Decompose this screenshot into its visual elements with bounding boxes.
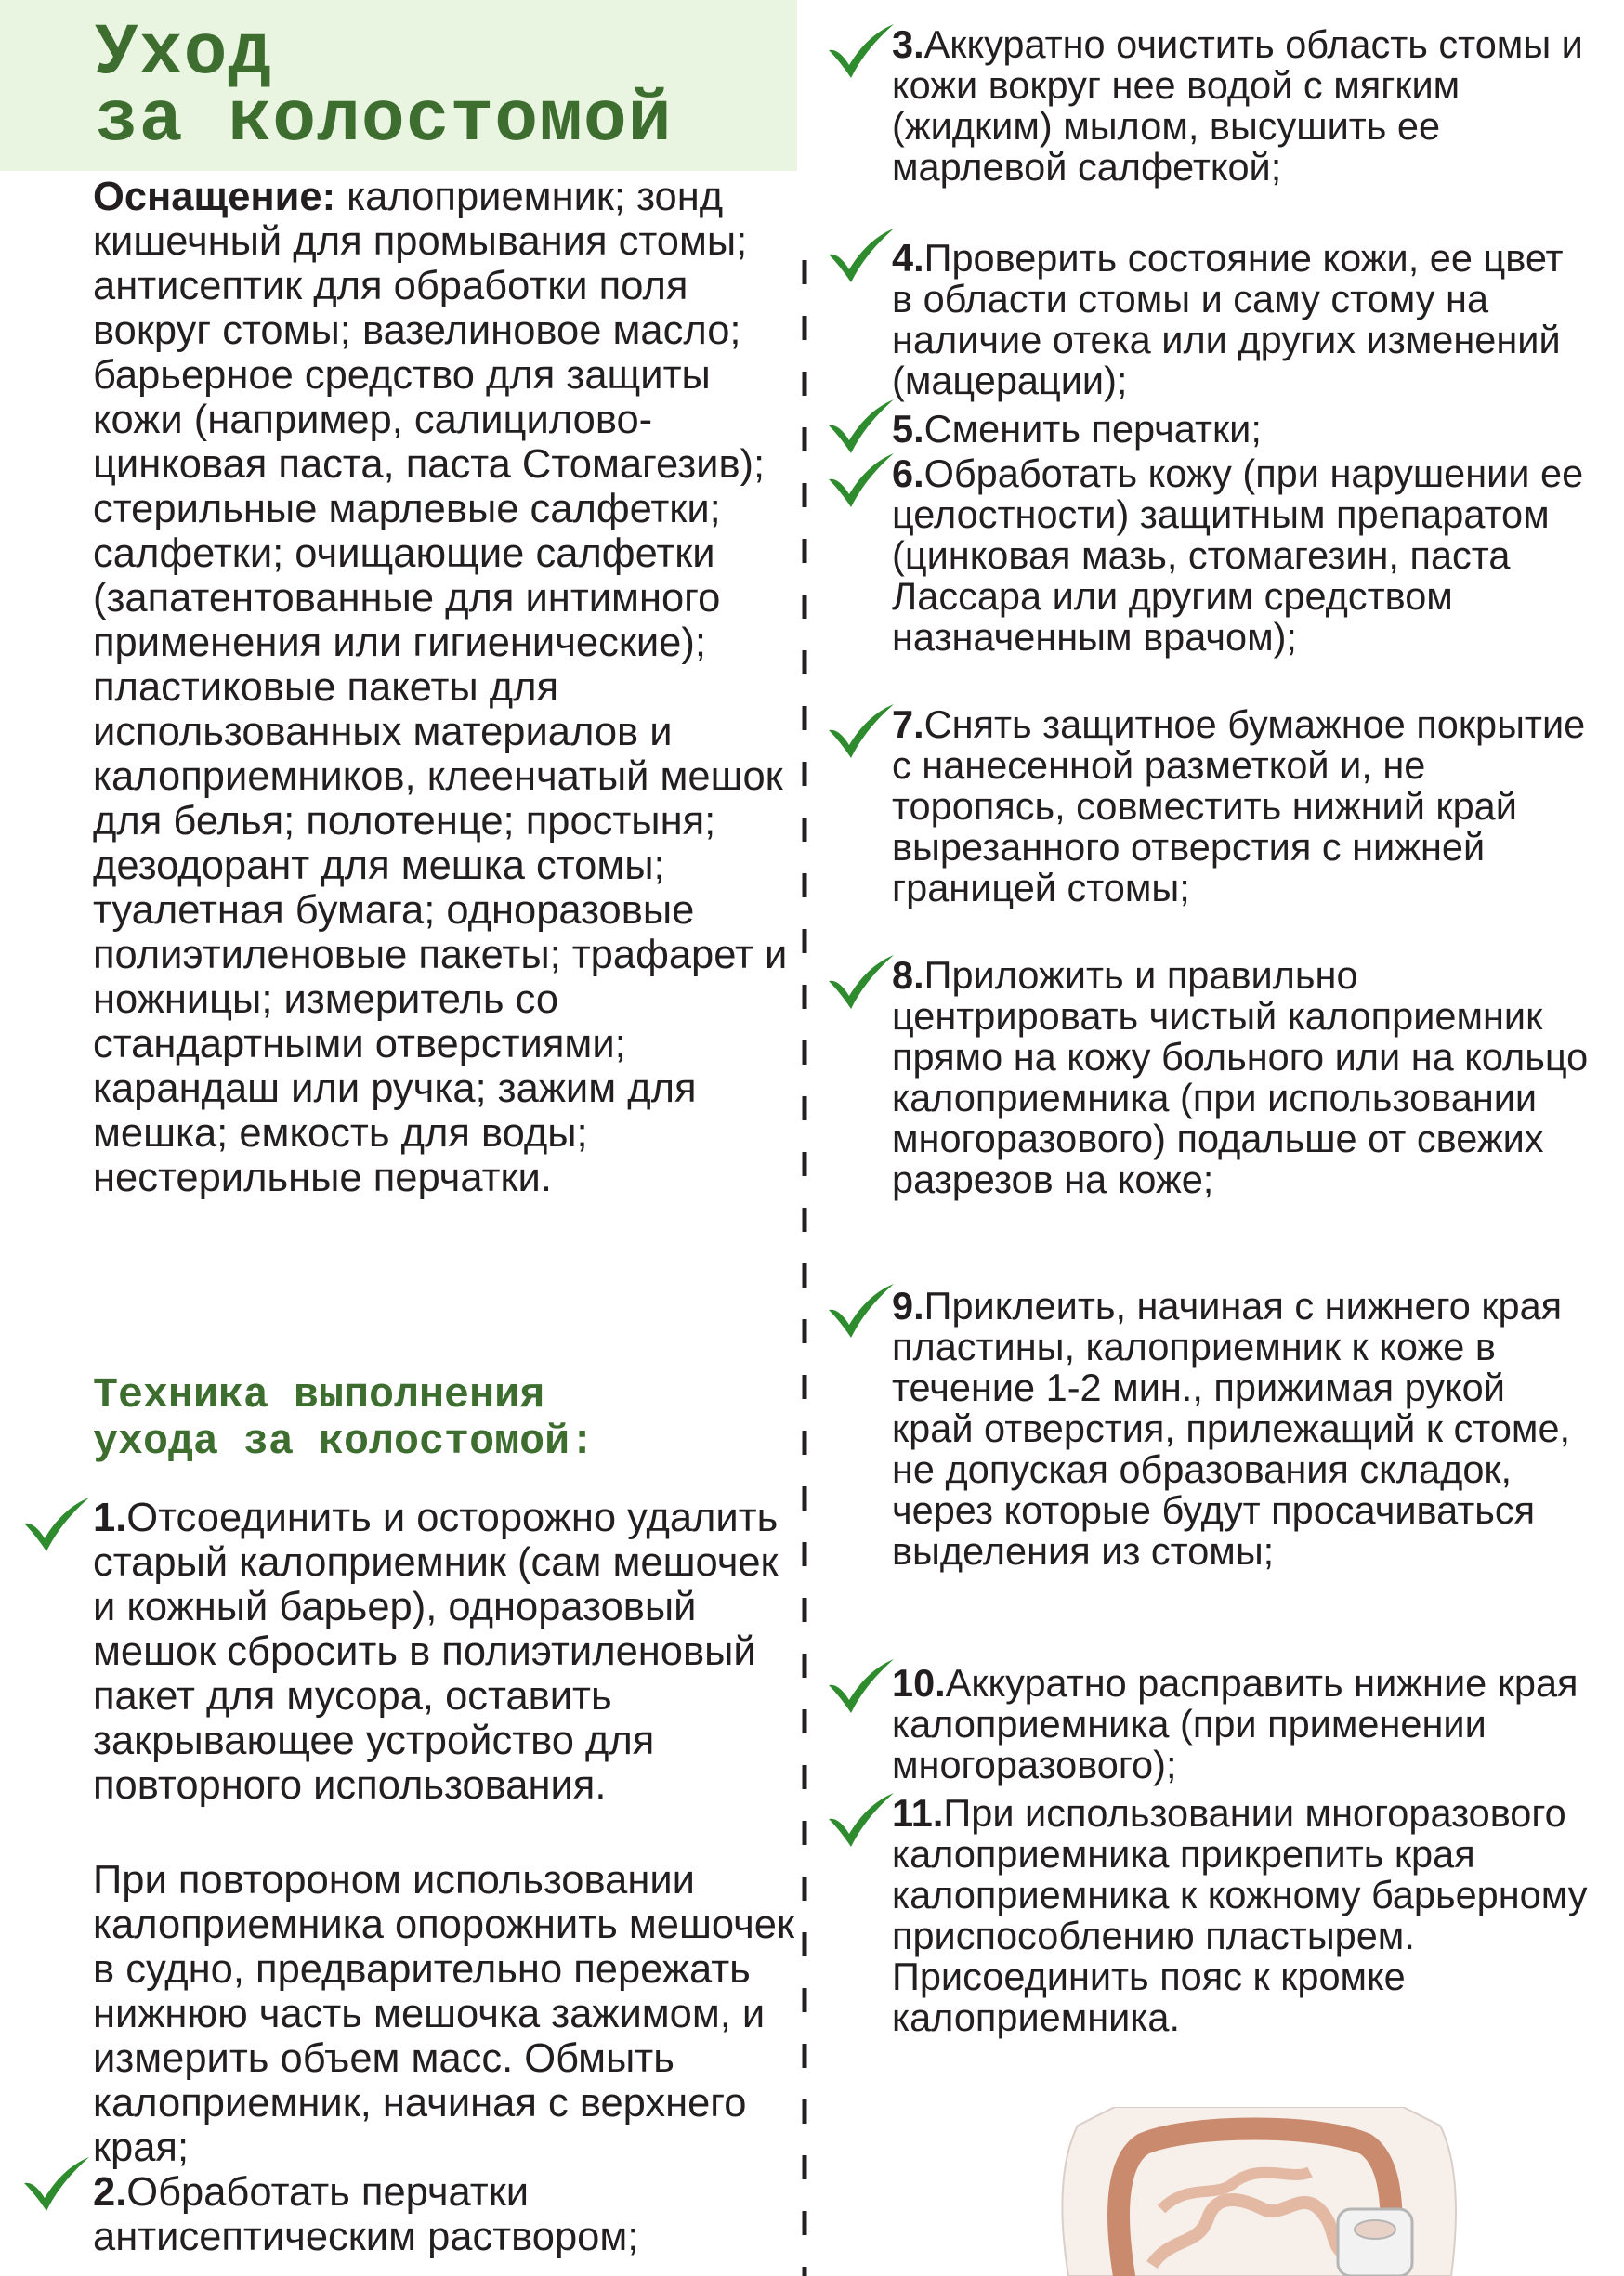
- title-line-1: Уход: [95, 13, 273, 95]
- step-number: 7.: [892, 702, 924, 746]
- step-number: 3.: [892, 22, 924, 66]
- step-number: 1.: [93, 1496, 127, 1540]
- step-10: [892, 1663, 1589, 1785]
- page-title: [95, 13, 673, 162]
- technique-heading: [93, 1373, 799, 1466]
- equipment-section: [93, 175, 799, 1200]
- step-text: Обработать перчатки антисептическим раствором;: [93, 2170, 639, 2259]
- step-text: Аккуратно очистить область стомы и кожи вокруг нее водой с мягким (жидким) мылом, высушить ее марлевой салфеткой;: [892, 22, 1583, 189]
- step-9: [892, 1286, 1589, 1572]
- step-number: 6.: [892, 451, 924, 495]
- technique-heading-line-2: ухода за колостомой:: [93, 1419, 596, 1466]
- checkmark-icon: [20, 2155, 91, 2213]
- step-text: Аккуратно расправить нижние края калоприемника (при применении многоразового);: [892, 1661, 1578, 1786]
- step-6: [892, 453, 1589, 658]
- checkmark-icon: [825, 451, 896, 509]
- step-text: При использовании многоразового калоприемника прикрепить края калоприемника к кожному барьерному приспособлению пластырем. Присоединить пояс к кромке калоприемника.: [892, 1791, 1588, 2039]
- step-1: [93, 1496, 799, 1808]
- step-7: [892, 704, 1589, 909]
- checkmark-icon: [825, 398, 896, 455]
- step-8: [892, 955, 1589, 1200]
- step-1-note: При повтороном использовании калоприемника опорожнить мешочек в судно, предварительно пережать нижнюю часть мешочка зажимом, и измерить объем масс. Обмыть калоприемник, начиная с верхнего края;: [93, 1858, 795, 2170]
- step-text: Сменить перчатки;: [923, 407, 1262, 451]
- step-number: 8.: [892, 953, 924, 997]
- step-number: 9.: [892, 1284, 924, 1328]
- equipment-paragraph: [93, 175, 799, 1200]
- checkmark-icon: [825, 227, 896, 284]
- checkmark-icon: [825, 1282, 896, 1340]
- title-line-2: за колостомой: [95, 80, 673, 162]
- technique-heading-line-1: Техника выполнения: [93, 1372, 545, 1419]
- step-text: Отсоединить и осторожно удалить старый калоприемник (сам мешочек и кожный барьер), одноразовый мешок сбросить в полиэтиленовый пакет для мусора, оставить закрывающее устройство для повторного использования.: [93, 1496, 779, 1808]
- step-text: Проверить состояние кожи, ее цвет в области стомы и саму стому на наличие отека или других изменений (мацерации);: [892, 236, 1564, 402]
- step-number: 4.: [892, 236, 924, 280]
- checkmark-icon: [825, 953, 896, 1011]
- step-text: Снять защитное бумажное покрытие с нанесенной разметкой и, не торопясь, совместить нижний край вырезанного отверстия с нижней границей стомы;: [892, 702, 1586, 909]
- step-number: 5.: [892, 407, 924, 451]
- checkmark-icon: [825, 1791, 896, 1849]
- step-text: Приклеить, начиная с нижнего края пластины, калоприемник к коже в течение 1-2 мин., прижимая рукой край отверстия, прилежащий к стоме, не допуская образования складок, через которые будут просачиваться выделения из стомы;: [892, 1284, 1571, 1573]
- step-number: 10.: [892, 1661, 946, 1705]
- checkmark-icon: [20, 1496, 91, 1553]
- step-4: [892, 238, 1589, 401]
- checkmark-icon: [825, 702, 896, 760]
- column-divider: [801, 260, 808, 2276]
- step-2: [93, 2170, 799, 2259]
- equipment-label: Оснащение:: [93, 175, 336, 219]
- checkmark-icon: [825, 1657, 896, 1715]
- step-5: [892, 409, 1589, 450]
- equipment-text: калоприемник; зонд кишечный для промывания стомы; антисептик для обработки поля вокруг стомы; вазелиновое масло; барьерное средство для защиты кожи (например, салицилово-цинковая паста, паста Стомагезив); стерильные марлевые салфетки; салфетки; очищающие салфетки (запатентованные для интимного применения или гигиенические); пластиковые пакеты для использованных материалов и калоприемников, клеенчатый мешок для белья; полотенце; простыня; дезодорант для мешка стомы; туалетная бумага; одноразовые полиэтиленовые пакеты; трафарет и ножницы; измеритель со стандартными отверстиями; карандаш или ручка; зажим для мешка; емкость для воды; нестерильные перчатки.: [93, 175, 788, 1200]
- colon-illustration: [1050, 2107, 1459, 2276]
- checkmark-icon: [825, 22, 896, 80]
- step-text: Обработать кожу (при нарушении ее целостности) защитным препаратом (цинковая мазь, стомагезин, паста Лассара или другим средством назначенным врачом);: [892, 451, 1584, 659]
- step-number: 11.: [892, 1791, 944, 1835]
- step-11: [892, 1793, 1589, 2038]
- step-number: 2.: [93, 2170, 127, 2215]
- step-text: Приложить и правильно центрировать чистый калоприемник прямо на кожу больного или на кольцо калоприемника (при использовании многоразового) подальше от свежих разрезов на коже;: [892, 953, 1589, 1201]
- step-3: [892, 24, 1589, 188]
